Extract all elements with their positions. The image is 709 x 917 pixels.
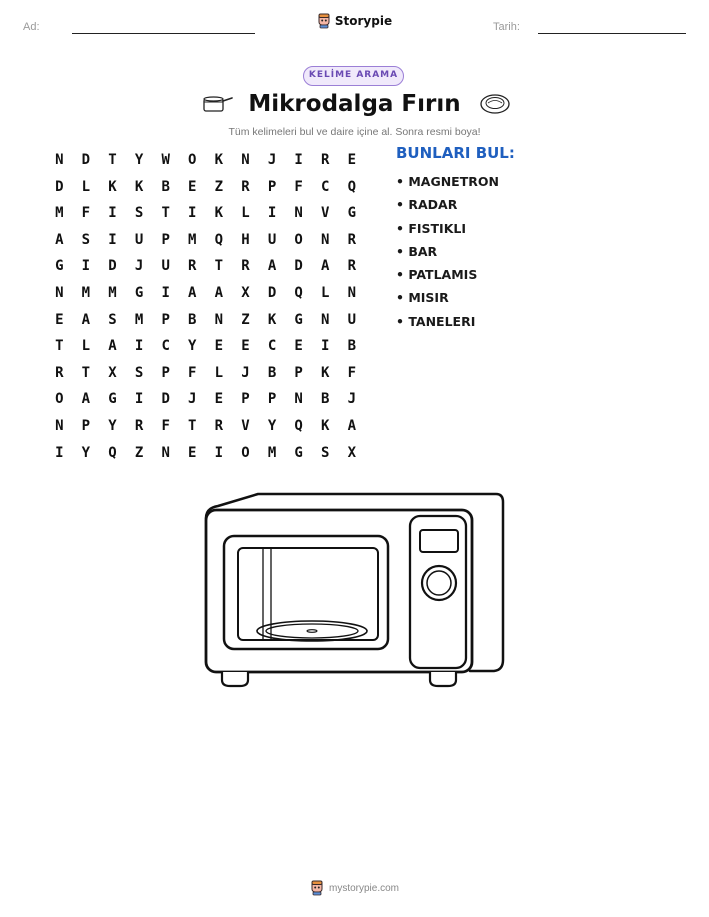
grid-cell[interactable]: T — [81, 364, 91, 381]
grid-cell[interactable]: X — [347, 444, 357, 461]
grid-cell[interactable]: A — [81, 311, 91, 328]
grid-cell[interactable]: K — [267, 311, 277, 328]
word-list-item: • RADAR — [396, 197, 458, 213]
grid-cell[interactable]: T — [55, 338, 64, 355]
word-list-item: • PATLAMIS — [396, 267, 478, 283]
grid-cell[interactable]: D — [81, 152, 91, 168]
grid-cell[interactable]: A — [188, 284, 197, 301]
grid-cell[interactable]: Z — [241, 311, 250, 328]
grid-cell[interactable]: U — [161, 258, 170, 275]
grid-cell[interactable]: S — [321, 444, 330, 461]
grid-cell[interactable]: F — [294, 178, 303, 195]
grid-cell[interactable]: S — [134, 364, 144, 381]
grid-cell[interactable]: E — [347, 152, 357, 168]
grid-cell[interactable]: J — [267, 152, 277, 168]
date-line — [538, 33, 686, 34]
grid-cell[interactable]: Y — [108, 417, 117, 434]
grid-cell[interactable]: I — [214, 444, 224, 461]
grid-cell[interactable]: X — [108, 364, 117, 381]
grid-cell[interactable]: L — [321, 284, 330, 301]
grid-cell[interactable]: C — [321, 178, 330, 195]
grid-cell[interactable]: P — [161, 364, 170, 381]
grid-cell[interactable]: X — [241, 284, 250, 301]
grid-cell[interactable]: E — [214, 338, 224, 355]
instructions: Tüm kelimeleri bul ve daire içine al. Sonra resmi boya! — [228, 126, 481, 138]
grid-cell[interactable]: A — [321, 258, 330, 275]
grid-cell[interactable]: I — [108, 205, 117, 222]
grid-cell[interactable]: I — [267, 205, 277, 222]
grid-cell[interactable]: P — [267, 178, 277, 195]
grid-cell[interactable]: F — [161, 417, 170, 434]
grid-cell[interactable]: Y — [267, 417, 277, 434]
grid-cell[interactable]: K — [321, 417, 330, 434]
word-list-title: BUNLARI BUL: — [396, 144, 515, 162]
grid-cell[interactable]: I — [161, 284, 170, 301]
grid-cell[interactable]: R — [241, 178, 250, 195]
grid-cell[interactable]: E — [294, 338, 303, 355]
name-line — [72, 33, 255, 34]
grid-cell[interactable]: J — [347, 391, 357, 408]
grid-cell[interactable]: U — [134, 231, 144, 248]
grid-cell[interactable]: I — [134, 391, 144, 408]
grid-cell[interactable]: L — [241, 205, 250, 222]
footer — [0, 880, 709, 900]
grid-cell[interactable]: F — [347, 364, 357, 381]
grid-cell[interactable]: D — [294, 258, 303, 275]
grid-cell[interactable]: K — [134, 178, 144, 195]
grid-cell[interactable]: T — [188, 417, 197, 434]
grid-cell[interactable]: E — [214, 391, 224, 408]
page-title: Mikrodalga Fırın — [248, 91, 461, 117]
grid-cell[interactable]: I — [321, 338, 330, 355]
grid-cell[interactable]: C — [161, 338, 170, 355]
grid-cell[interactable]: I — [188, 205, 197, 222]
grid-cell[interactable]: L — [81, 178, 91, 195]
grid-cell[interactable]: N — [55, 284, 64, 301]
grid-cell[interactable]: E — [188, 178, 197, 195]
storypie-mascot-icon — [317, 13, 331, 29]
grid-cell[interactable]: U — [267, 231, 277, 248]
grid-cell[interactable]: L — [81, 338, 91, 355]
grid-cell[interactable]: G — [134, 284, 144, 301]
grid-cell[interactable]: B — [321, 391, 330, 408]
grid-cell[interactable]: R — [321, 152, 330, 168]
grid-cell[interactable]: T — [214, 258, 224, 275]
footer-url: mystorypie.com — [328, 882, 399, 894]
grid-cell[interactable]: C — [267, 338, 277, 355]
grid-cell[interactable]: N — [214, 311, 224, 328]
grid-cell[interactable]: M — [267, 444, 277, 461]
pot-icon — [202, 93, 234, 115]
grid-cell[interactable]: N — [294, 205, 303, 222]
storypie-mascot-icon — [310, 880, 324, 896]
word-search-grid — [46, 147, 365, 466]
grid-cell[interactable]: M — [188, 231, 197, 248]
grid-cell[interactable]: A — [108, 338, 117, 355]
grid-cell[interactable]: G — [55, 258, 64, 275]
grid-cell[interactable]: U — [347, 311, 357, 328]
word-list-item: • FISTIKLI — [396, 220, 467, 236]
grid-cell[interactable]: M — [108, 284, 117, 301]
grid-cell[interactable]: D — [55, 178, 64, 195]
word-list-item: • MISIR — [396, 290, 449, 306]
grid-cell[interactable]: G — [108, 391, 117, 408]
grid-cell[interactable]: D — [161, 391, 170, 408]
grid-cell[interactable]: N — [294, 391, 303, 408]
grid-cell[interactable]: O — [294, 231, 303, 248]
grid-cell[interactable]: Q — [294, 417, 303, 434]
grid-cell[interactable]: S — [134, 205, 144, 222]
grid-cell[interactable]: V — [241, 417, 250, 434]
grid-cell[interactable]: G — [294, 444, 303, 461]
grid-cell[interactable]: I — [108, 231, 117, 248]
grid-cell[interactable]: A — [55, 231, 64, 248]
grid-cell[interactable]: R — [347, 258, 357, 275]
grid-cell[interactable]: N — [55, 417, 64, 434]
grid-cell[interactable]: R — [241, 258, 250, 275]
activity-badge: KELİME ARAMA — [303, 66, 404, 86]
grid-cell[interactable]: D — [267, 284, 277, 301]
grid-cell[interactable]: L — [214, 364, 224, 381]
grid-cell[interactable]: Z — [214, 178, 224, 195]
grid-cell[interactable]: F — [188, 364, 197, 381]
grid-cell[interactable]: B — [188, 311, 197, 328]
grid-cell[interactable]: P — [294, 364, 303, 381]
grid-cell[interactable]: E — [241, 338, 250, 355]
grid-cell[interactable]: J — [188, 391, 197, 408]
grid-cell[interactable]: Q — [294, 284, 303, 301]
grid-cell[interactable]: K — [108, 178, 117, 195]
microwave-oven-drawing — [200, 490, 506, 690]
grid-cell[interactable]: G — [347, 205, 357, 222]
grid-cell[interactable]: I — [134, 338, 144, 355]
grid-cell[interactable]: A — [214, 284, 224, 301]
grid-cell[interactable]: I — [55, 444, 64, 461]
grid-cell[interactable]: D — [108, 258, 117, 275]
grid-cell[interactable]: I — [81, 258, 91, 275]
grid-cell[interactable]: Q — [347, 178, 357, 195]
grid-cell[interactable]: Y — [188, 338, 197, 355]
grid-cell[interactable]: O — [188, 152, 197, 168]
grid-cell[interactable]: N — [241, 152, 250, 168]
grid-cell[interactable]: R — [55, 364, 64, 381]
brand-name: Storypie — [334, 14, 393, 28]
grid-cell[interactable]: R — [347, 231, 357, 248]
grid-cell[interactable]: J — [241, 364, 250, 381]
name-label: Ad: — [23, 21, 40, 33]
grid-cell[interactable]: A — [347, 417, 357, 434]
grid-cell[interactable]: R — [134, 417, 144, 434]
grid-cell[interactable]: R — [188, 258, 197, 275]
grid-cell[interactable]: S — [108, 311, 117, 328]
word-list-item: • MAGNETRON — [396, 174, 499, 189]
grid-cell[interactable]: P — [267, 391, 277, 408]
grid-cell[interactable]: O — [55, 391, 64, 408]
grid-cell[interactable]: N — [321, 231, 330, 248]
grid-cell[interactable]: T — [161, 205, 170, 222]
grid-cell[interactable]: J — [134, 258, 144, 275]
grid-cell[interactable]: H — [241, 231, 250, 248]
grid-cell[interactable]: N — [347, 284, 357, 301]
grid-cell[interactable]: M — [55, 205, 64, 222]
grid-cell[interactable]: E — [55, 311, 64, 328]
grid-cell[interactable]: B — [267, 364, 277, 381]
grid-cell[interactable]: M — [81, 284, 91, 301]
grid-cell[interactable]: Z — [134, 444, 144, 461]
grid-cell[interactable]: O — [241, 444, 250, 461]
word-list-item: • BAR — [396, 243, 438, 259]
grid-cell[interactable]: N — [55, 152, 64, 168]
grid-cell[interactable]: I — [294, 152, 303, 168]
grid-cell[interactable]: P — [161, 311, 170, 328]
grid-cell[interactable]: B — [161, 178, 170, 195]
grid-cell[interactable]: Y — [81, 444, 91, 461]
grid-cell[interactable]: E — [188, 444, 197, 461]
grid-cell[interactable]: A — [267, 258, 277, 275]
plate-icon — [479, 92, 511, 116]
grid-cell[interactable]: M — [134, 311, 144, 328]
grid-cell[interactable]: P — [161, 231, 170, 248]
grid-cell[interactable]: P — [241, 391, 250, 408]
grid-cell[interactable]: Y — [134, 152, 144, 168]
grid-cell[interactable]: K — [214, 205, 224, 222]
word-list — [396, 170, 499, 333]
grid-cell[interactable]: N — [321, 311, 330, 328]
grid-cell[interactable]: K — [321, 364, 330, 381]
grid-cell[interactable]: F — [81, 205, 91, 222]
word-list-item: • TANELERI — [396, 313, 476, 329]
grid-cell[interactable]: Q — [108, 444, 117, 461]
grid-cell[interactable]: A — [81, 391, 91, 408]
grid-cell[interactable]: S — [81, 231, 91, 248]
grid-cell[interactable]: K — [214, 152, 224, 168]
grid-cell[interactable]: V — [321, 205, 330, 222]
grid-cell[interactable]: Q — [214, 231, 224, 248]
title-row — [0, 91, 709, 117]
brand — [0, 13, 709, 33]
grid-cell[interactable]: W — [161, 152, 170, 168]
grid-cell[interactable]: R — [214, 417, 224, 434]
date-label: Tarih: — [493, 21, 520, 33]
grid-cell[interactable]: B — [347, 338, 357, 355]
grid-cell[interactable]: N — [161, 444, 170, 461]
grid-cell[interactable]: P — [81, 417, 91, 434]
grid-cell[interactable]: G — [294, 311, 303, 328]
grid-cell[interactable]: T — [108, 152, 117, 168]
